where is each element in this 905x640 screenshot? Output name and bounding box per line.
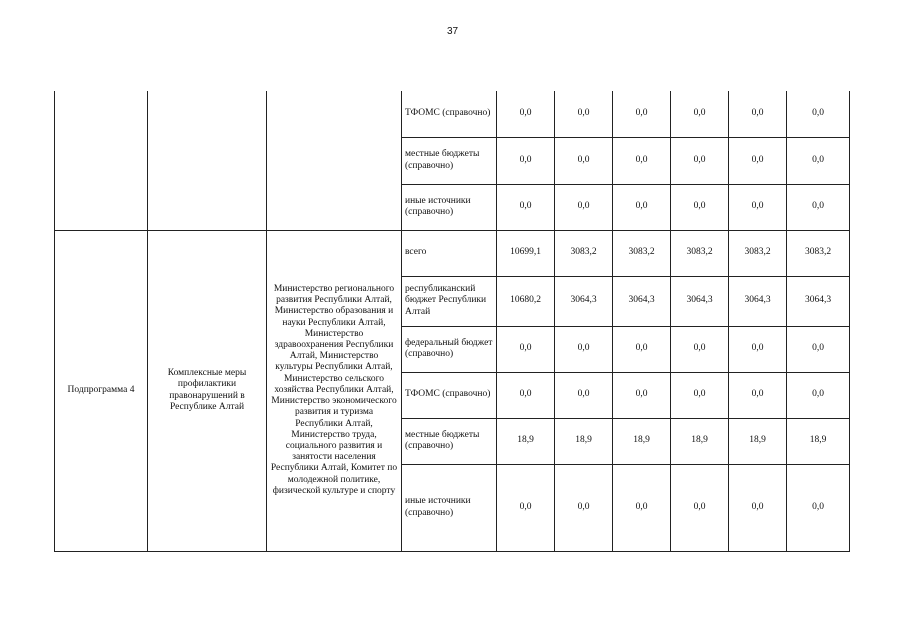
value-cell: 18,9 <box>613 418 671 464</box>
value-cell: 0,0 <box>729 184 787 230</box>
value-cell: 0,0 <box>497 372 555 418</box>
value-cell: 3083,2 <box>787 230 850 276</box>
value-cell: 0,0 <box>613 137 671 184</box>
value-cell: 0,0 <box>671 91 729 137</box>
value-cell: 0,0 <box>497 464 555 551</box>
value-cell: 0,0 <box>497 137 555 184</box>
source-cell: республиканский бюджет Республики Алтай <box>402 276 497 326</box>
value-cell: 18,9 <box>787 418 850 464</box>
subprogram-name-cell: Комплексные меры профилактики правонарушений в Республике Алтай <box>148 230 267 551</box>
funding-table <box>54 91 850 552</box>
value-cell: 0,0 <box>671 372 729 418</box>
empty-cell <box>55 91 148 230</box>
value-cell: 3083,2 <box>729 230 787 276</box>
value-cell: 0,0 <box>555 326 613 372</box>
value-cell: 0,0 <box>555 137 613 184</box>
value-cell: 3064,3 <box>671 276 729 326</box>
value-cell: 0,0 <box>613 326 671 372</box>
value-cell: 10699,1 <box>497 230 555 276</box>
value-cell: 3064,3 <box>555 276 613 326</box>
value-cell: 0,0 <box>729 91 787 137</box>
source-cell: всего <box>402 230 497 276</box>
table-row <box>55 230 850 276</box>
subprogram-code-cell: Подпрограмма 4 <box>55 230 148 551</box>
source-cell: иные источники (справочно) <box>402 464 497 551</box>
value-cell: 0,0 <box>671 184 729 230</box>
value-cell: 0,0 <box>613 464 671 551</box>
value-cell: 10680,2 <box>497 276 555 326</box>
value-cell: 0,0 <box>613 91 671 137</box>
value-cell: 0,0 <box>729 137 787 184</box>
value-cell: 0,0 <box>613 372 671 418</box>
value-cell: 0,0 <box>787 372 850 418</box>
value-cell: 0,0 <box>671 137 729 184</box>
value-cell: 0,0 <box>787 464 850 551</box>
value-cell: 3083,2 <box>555 230 613 276</box>
value-cell: 0,0 <box>671 326 729 372</box>
value-cell: 0,0 <box>787 184 850 230</box>
value-cell: 3083,2 <box>671 230 729 276</box>
value-cell: 0,0 <box>787 326 850 372</box>
source-cell: ТФОМС (справочно) <box>402 372 497 418</box>
source-cell: федеральный бюджет (справочно) <box>402 326 497 372</box>
source-cell: местные бюджеты (справочно) <box>402 418 497 464</box>
value-cell: 0,0 <box>729 372 787 418</box>
value-cell: 18,9 <box>729 418 787 464</box>
value-cell: 3064,3 <box>729 276 787 326</box>
empty-cell <box>148 91 267 230</box>
value-cell: 3064,3 <box>613 276 671 326</box>
value-cell: 0,0 <box>613 184 671 230</box>
value-cell: 0,0 <box>497 326 555 372</box>
table-row <box>55 91 850 137</box>
value-cell: 0,0 <box>555 91 613 137</box>
value-cell: 0,0 <box>555 372 613 418</box>
value-cell: 0,0 <box>729 326 787 372</box>
source-cell: местные бюджеты (справочно) <box>402 137 497 184</box>
executors-cell: Министерство регионального развития Республики Алтай, Министерство образования и науки Республики Алтай, Министерство здравоохранения Республики Алтай, Министерство культуры Республики Алтай, Министерство сельского хозяйства Республики Алтай, Министерство экономического развития и туризма Республики Алтай, Министерство труда, социального развития и занятости населения Республики Алтай, Комитет по молодежной политике, физической культуре и спорту <box>267 230 402 551</box>
value-cell: 3064,3 <box>787 276 850 326</box>
value-cell: 0,0 <box>787 137 850 184</box>
value-cell: 0,0 <box>497 184 555 230</box>
value-cell: 3083,2 <box>613 230 671 276</box>
value-cell: 0,0 <box>729 464 787 551</box>
value-cell: 18,9 <box>555 418 613 464</box>
value-cell: 0,0 <box>555 464 613 551</box>
source-cell: иные источники (справочно) <box>402 184 497 230</box>
value-cell: 0,0 <box>497 91 555 137</box>
source-cell: ТФОМС (справочно) <box>402 91 497 137</box>
value-cell: 18,9 <box>497 418 555 464</box>
page-number: 37 <box>446 26 459 37</box>
value-cell: 0,0 <box>671 464 729 551</box>
empty-cell <box>267 91 402 230</box>
value-cell: 18,9 <box>671 418 729 464</box>
value-cell: 0,0 <box>555 184 613 230</box>
value-cell: 0,0 <box>787 91 850 137</box>
